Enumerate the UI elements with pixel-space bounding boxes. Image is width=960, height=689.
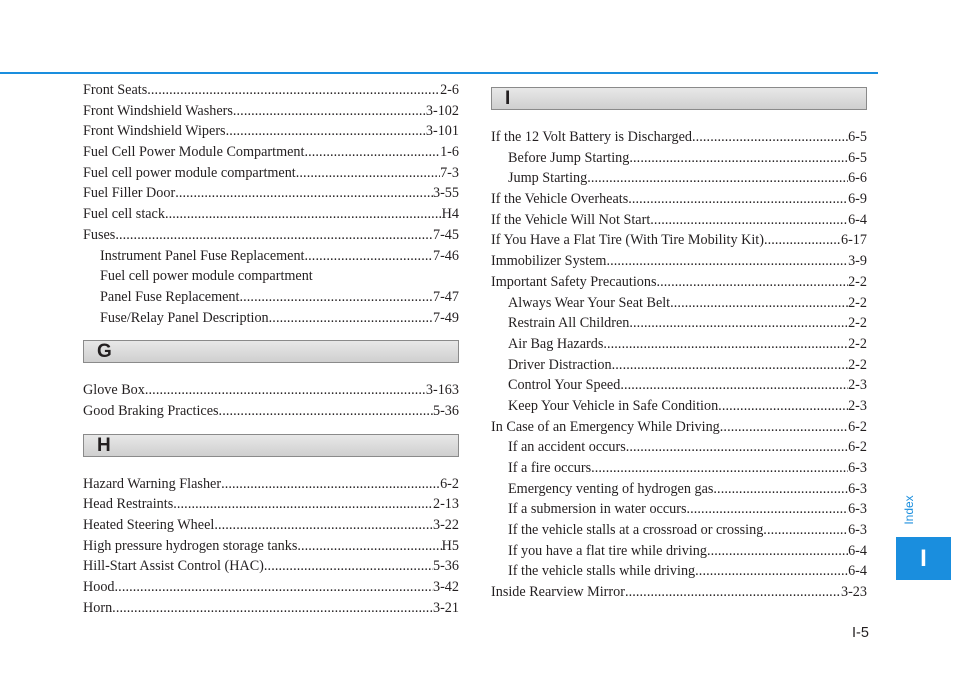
side-index-tab[interactable] — [896, 537, 951, 580]
index-subentry[interactable]: Jump Starting ..... 6-6 — [491, 168, 867, 189]
index-subentry[interactable]: If the vehicle stalls while driving ..... 6-4 — [491, 561, 867, 582]
side-index-label: Index — [902, 495, 916, 525]
index-subentry-continued[interactable]: Panel Fuse Replacement ..... 7-47 — [83, 287, 459, 308]
index-entry[interactable]: If the Vehicle Will Not Start ..... 6-4 — [491, 210, 867, 231]
index-subentry[interactable]: If the vehicle stalls at a crossroad or crossing ..... 6-3 — [491, 520, 867, 541]
index-entry[interactable]: Glove Box ..... 3-163 — [83, 380, 459, 401]
index-entry[interactable]: Hood ..... 3-42 — [83, 577, 459, 598]
index-entry[interactable]: If the 12 Volt Battery is Discharged ..... 6-5 — [491, 127, 867, 148]
index-entry[interactable]: Horn ..... 3-21 — [83, 598, 459, 619]
index-column-right — [491, 80, 867, 603]
index-subentry[interactable]: Fuse/Relay Panel Description ..... 7-49 — [83, 308, 459, 329]
index-entry[interactable]: Heated Steering Wheel ..... 3-22 — [83, 515, 459, 536]
index-subentry[interactable]: Keep Your Vehicle in Safe Condition ..... 2-3 — [491, 396, 867, 417]
index-entry[interactable]: Important Safety Precautions ..... 2-2 — [491, 272, 867, 293]
index-subentry[interactable]: If an accident occurs. ..... 6-2 — [491, 437, 867, 458]
index-entry[interactable]: If You Have a Flat Tire (With Tire Mobility Kit) ..... 6-17 — [491, 230, 867, 251]
section-heading-g: G — [83, 340, 459, 363]
index-entry[interactable]: Fuel cell power module compartment ..... 7-3 — [83, 163, 459, 184]
index-subentry[interactable]: If a fire occurs ..... 6-3 — [491, 458, 867, 479]
section-heading-i: I — [491, 87, 867, 110]
top-rule — [0, 72, 878, 74]
index-entry[interactable]: Fuel Filler Door ..... 3-55 — [83, 183, 459, 204]
index-entry[interactable]: Hazard Warning Flasher ..... 6-2 — [83, 474, 459, 495]
index-entry[interactable]: Inside Rearview Mirror ..... 3-23 — [491, 582, 867, 603]
index-subentry[interactable]: Before Jump Starting ..... 6-5 — [491, 148, 867, 169]
index-entry[interactable]: Front Windshield Wipers ..... 3-101 — [83, 121, 459, 142]
index-entry[interactable]: If the Vehicle Overheats ..... 6-9 — [491, 189, 867, 210]
index-entry[interactable]: In Case of an Emergency While Driving ..... 6-2 — [491, 417, 867, 438]
index-subentry[interactable]: Driver Distraction ..... 2-2 — [491, 355, 867, 376]
side-index-letter: I — [920, 544, 927, 572]
index-subentry[interactable]: Restrain All Children ..... 2-2 — [491, 313, 867, 334]
index-entry[interactable]: Head Restraints ..... 2-13 — [83, 494, 459, 515]
index-subentry[interactable]: Control Your Speed ..... 2-3 — [491, 375, 867, 396]
index-entry[interactable]: Immobilizer System ..... 3-9 — [491, 251, 867, 272]
index-entry[interactable]: Fuses ..... 7-45 — [83, 225, 459, 246]
index-column-left — [83, 80, 459, 618]
index-subentry[interactable]: Always Wear Your Seat Belt ..... 2-2 — [491, 293, 867, 314]
index-entry[interactable]: Front Seats ..... 2-6 — [83, 80, 459, 101]
index-entry[interactable]: Fuel Cell Power Module Compartment ..... 1-6 — [83, 142, 459, 163]
index-entry[interactable]: Fuel cell stack ..... H4 — [83, 204, 459, 225]
index-subentry[interactable]: Air Bag Hazards ..... 2-2 — [491, 334, 867, 355]
page-number: I-5 — [852, 625, 869, 641]
index-entry[interactable]: Front Windshield Washers ..... 3-102 — [83, 101, 459, 122]
index-entry[interactable]: Hill-Start Assist Control (HAC) ..... 5-36 — [83, 556, 459, 577]
index-subentry[interactable]: Emergency venting of hydrogen gas ..... 6-3 — [491, 479, 867, 500]
index-subentry[interactable]: If a submersion in water occurs ..... 6-3 — [491, 499, 867, 520]
section-heading-h: H — [83, 434, 459, 457]
index-subentry[interactable]: Fuel cell power module compartment — [100, 268, 313, 285]
index-subentry[interactable]: Instrument Panel Fuse Replacement ..... 7-46 — [83, 246, 459, 267]
index-entry[interactable]: High pressure hydrogen storage tanks ..... H5 — [83, 536, 459, 557]
index-entry[interactable]: Good Braking Practices ..... 5-36 — [83, 401, 459, 422]
index-subentry[interactable]: If you have a flat tire while driving ..... 6-4 — [491, 541, 867, 562]
